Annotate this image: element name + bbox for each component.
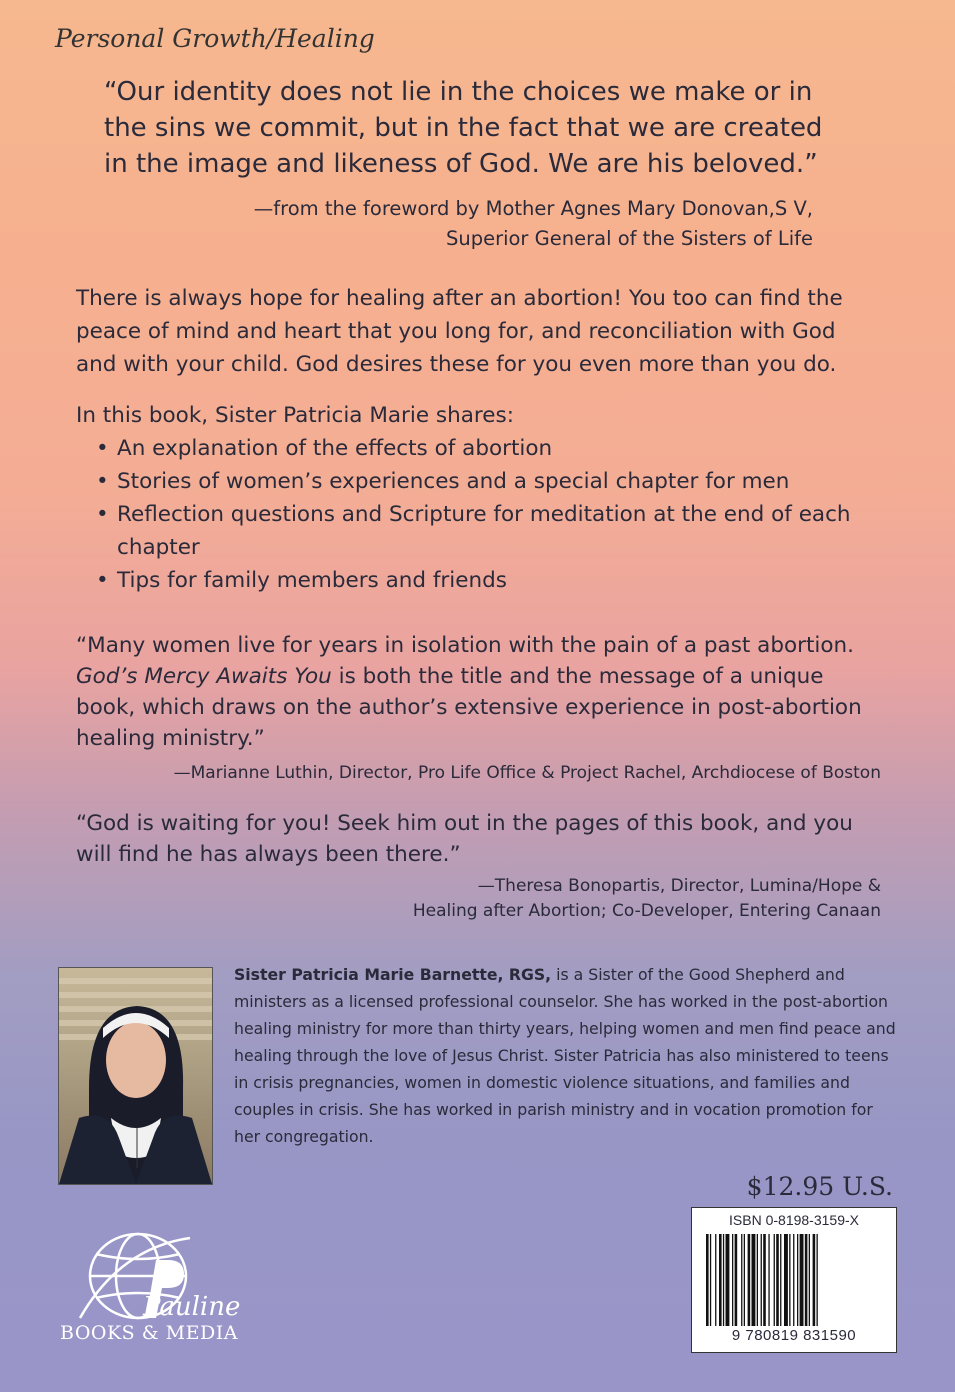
- shares-heading: In this book, Sister Patricia Marie shares:: [76, 403, 514, 428]
- feature-item: • An explanation of the effects of abortion: [96, 432, 856, 465]
- barcode-bar: [809, 1234, 810, 1326]
- barcode-bar: [723, 1234, 724, 1326]
- isbn-label: ISBN 0-8198-3159-X: [729, 1212, 859, 1228]
- intro-line: and with your child. God desires these for you even more than you do.: [76, 352, 837, 377]
- barcode-bar: [793, 1234, 794, 1326]
- foreword-quote: [104, 74, 864, 182]
- attribution-line: Healing after Abortion; Co-Developer, Entering Canaan: [412, 901, 881, 921]
- barcode-bar: [726, 1234, 730, 1326]
- bio-text: is a Sister of the Good Shepherd and ministers as a licensed professional counselor. She has worked in the post-abortion healing ministry for more than thirty years, helping women and men find peace and healing through the love of Jesus Christ. Sister Patricia has also ministered to teens in crisis pregnancies, women in domestic violence situations, and families and couples in crisis. She has worked in parish ministry and in vocation promotion for her congregation.: [234, 965, 896, 1146]
- attribution-line: —Theresa Bonopartis, Director, Lumina/Hope &: [477, 876, 881, 896]
- barcode-bar: [797, 1234, 798, 1326]
- endorsement-text: is both the title and the message of a unique book, which draws on the author’s extensive experience in post-abortion healing ministry.”: [76, 664, 862, 751]
- author-photo: [58, 967, 213, 1185]
- category-label: Personal Growth/Healing: [55, 24, 375, 53]
- intro-paragraph: [76, 282, 876, 381]
- intro-line: There is always hope for healing after an abortion! You too can find the: [76, 286, 843, 311]
- price-label: $12.95 U.S.: [746, 1172, 893, 1201]
- barcode-bar: [741, 1234, 742, 1326]
- barcode-bar: [813, 1234, 816, 1326]
- book-title: God’s Mercy Awaits You: [76, 664, 332, 689]
- barcode-bar: [715, 1234, 716, 1326]
- barcode-bar: [748, 1234, 751, 1326]
- publisher-name: Pauline: [143, 1292, 241, 1322]
- barcode-bar: [706, 1234, 709, 1326]
- barcode-bar: [761, 1234, 762, 1326]
- barcode-bar: [732, 1234, 733, 1326]
- barcode-bar: [752, 1234, 756, 1326]
- barcode-bar: [789, 1234, 790, 1326]
- barcode-bar: [780, 1234, 781, 1326]
- feature-item: • Tips for family members and friends: [96, 564, 856, 597]
- barcode-bar: [776, 1234, 779, 1326]
- barcode-bar: [768, 1234, 769, 1326]
- barcode-bar: [757, 1234, 758, 1326]
- endorsement-luthin: [76, 630, 876, 754]
- barcode-bar: [744, 1234, 745, 1326]
- barcode-bar: [763, 1234, 766, 1326]
- intro-line: peace of mind and heart that you long for, and reconciliation with God: [76, 319, 836, 344]
- barcode-bar: [719, 1234, 722, 1326]
- endorsement-bonopartis-attribution: [413, 874, 881, 924]
- author-name: Sister Patricia Marie Barnette, RGS,: [234, 965, 552, 984]
- quote-line: the sins we commit, but in the fact that we are created: [104, 113, 823, 143]
- publisher-sub: BOOKS & MEDIA: [60, 1322, 238, 1344]
- quote-line: in the image and likeness of God. We are his beloved.”: [104, 149, 818, 179]
- barcode-bar: [784, 1234, 788, 1326]
- barcode-number: 9 780819 831590: [731, 1327, 857, 1344]
- feature-list: [96, 432, 856, 597]
- barcode-block: [691, 1207, 897, 1353]
- barcode-bars: [706, 1234, 882, 1326]
- barcode-bar: [800, 1234, 804, 1326]
- barcode-bar: [774, 1234, 775, 1326]
- quote-line: “Our identity does not lie in the choices we make or in: [104, 77, 813, 107]
- barcode-bar: [817, 1234, 818, 1326]
- feature-item: • Reflection questions and Scripture for meditation at the end of each chapter: [96, 498, 856, 564]
- endorsement-luthin-attribution: —Marianne Luthin, Director, Pro Life Office & Project Rachel, Archdiocese of Boston: [173, 763, 881, 783]
- feature-item: • Stories of women’s experiences and a special chapter for men: [96, 465, 856, 498]
- endorsement-bonopartis: “God is waiting for you! Seek him out in the pages of this book, and you will find he has always been there.”: [76, 811, 853, 867]
- attribution-line: Superior General of the Sisters of Life: [445, 227, 813, 250]
- author-bio: [234, 961, 898, 1150]
- endorsement-text: “Many women live for years in isolation with the pain of a past abortion.: [76, 633, 854, 658]
- attribution-line: —from the foreword by Mother Agnes Mary Donovan,S V,: [253, 197, 813, 220]
- foreword-attribution: [254, 194, 813, 254]
- barcode-bar: [710, 1234, 711, 1326]
- barcode-bar: [805, 1234, 808, 1326]
- barcode-bar: [735, 1234, 738, 1326]
